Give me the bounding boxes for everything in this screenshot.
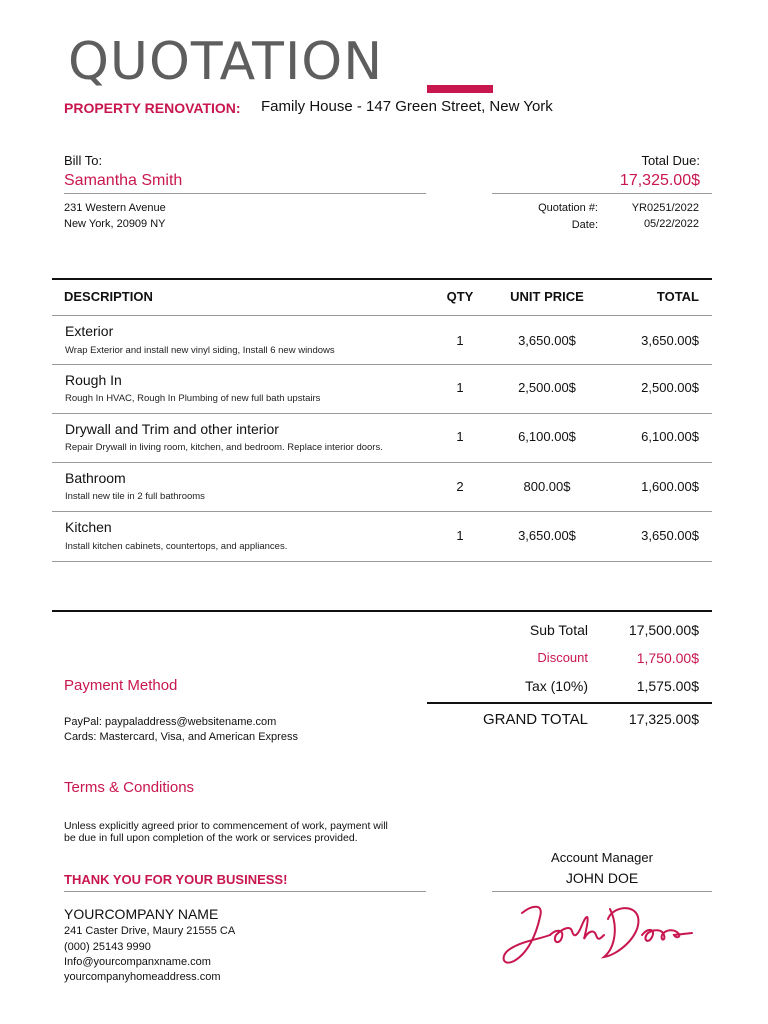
row-description: Wrap Exterior and install new vinyl siding, Install 6 new windows <box>65 345 335 356</box>
company-email: Info@yourcompanxname.com <box>64 956 211 968</box>
total-due-divider <box>492 193 712 194</box>
property-label: PROPERTY RENOVATION: <box>64 100 241 116</box>
payment-cards: Cards: Mastercard, Visa, and American Express <box>64 731 298 743</box>
quotation-number-label: Quotation #: <box>538 202 598 214</box>
account-manager-name: JOHN DOE <box>565 870 639 886</box>
account-manager-label: Account Manager <box>551 850 653 865</box>
subtotal-value: 17,500.00$ <box>628 622 699 638</box>
row-total: 6,100.00$ <box>641 429 699 444</box>
thank-you-message: THANK YOU FOR YOUR BUSINESS! <box>64 872 288 887</box>
property-value: Family House - 147 Green Street, New York <box>261 98 553 115</box>
title-accent-bar <box>427 85 493 93</box>
tax-label: Tax (10%) <box>524 678 588 694</box>
row-total: 3,650.00$ <box>641 528 699 543</box>
row-unit-price: 800.00$ <box>523 479 571 494</box>
table-row <box>0 365 768 414</box>
totals-top-rule <box>52 610 712 612</box>
tax-value: 1,575.00$ <box>636 678 699 694</box>
terms-line2: be due in full upon completion of the work or services provided. <box>64 832 358 844</box>
row-description: Install new tile in 2 full bathrooms <box>65 491 205 502</box>
row-unit-price: 2,500.00$ <box>518 380 576 395</box>
row-title: Exterior <box>65 323 114 339</box>
row-qty: 1 <box>456 333 464 348</box>
terms-line1: Unless explicitly agreed prior to commencement of work, payment will <box>64 820 388 832</box>
bill-to-divider <box>64 193 426 194</box>
company-address: 241 Caster Drive, Maury 21555 CA <box>64 925 236 937</box>
row-qty: 2 <box>456 479 464 494</box>
company-divider <box>64 891 426 892</box>
row-qty: 1 <box>456 380 464 395</box>
date-value: 05/22/2022 <box>643 218 699 230</box>
subtotal-label: Sub Total <box>529 622 588 638</box>
client-address-line1: 231 Western Avenue <box>64 202 166 214</box>
row-title: Kitchen <box>65 519 112 535</box>
column-header-unit-price: UNIT PRICE <box>510 289 584 304</box>
column-header-total: TOTAL <box>656 289 699 304</box>
discount-label: Discount <box>537 650 588 665</box>
table-row <box>0 414 768 463</box>
row-unit-price: 3,650.00$ <box>518 528 576 543</box>
row-title: Drywall and Trim and other interior <box>65 421 279 437</box>
payment-paypal: PayPal: paypaladdress@websitename.com <box>64 716 277 728</box>
row-title: Bathroom <box>65 470 126 486</box>
table-row <box>0 512 768 562</box>
terms-heading: Terms & Conditions <box>64 779 195 796</box>
company-phone: (000) 25143 9990 <box>64 941 151 953</box>
signature <box>492 895 712 975</box>
row-unit-price: 3,650.00$ <box>518 333 576 348</box>
row-qty: 1 <box>456 429 464 444</box>
bill-to-label: Bill To: <box>64 153 103 168</box>
grand-total-label: GRAND TOTAL <box>482 711 588 728</box>
grand-total-rule <box>427 702 712 704</box>
row-total: 1,600.00$ <box>641 479 699 494</box>
table-row <box>0 463 768 512</box>
total-due-label: Total Due: <box>641 153 700 168</box>
total-due-amount: 17,325.00$ <box>619 172 700 189</box>
client-name: Samantha Smith <box>64 172 183 189</box>
payment-method-heading: Payment Method <box>64 677 178 694</box>
quotation-number: YR0251/2022 <box>631 202 699 214</box>
column-header-description: DESCRIPTION <box>64 289 153 304</box>
table-top-rule <box>52 278 712 280</box>
row-total: 3,650.00$ <box>641 333 699 348</box>
discount-value: 1,750.00$ <box>636 650 699 666</box>
column-header-qty: QTY <box>446 289 474 304</box>
row-divider <box>52 561 712 562</box>
company-name: YOURCOMPANY NAME <box>64 906 219 922</box>
row-description: Rough In HVAC, Rough In Plumbing of new full bath upstairs <box>65 393 321 404</box>
client-address-line2: New York, 20909 NY <box>64 218 166 230</box>
row-title: Rough In <box>65 372 122 388</box>
document-title: QUOTATION <box>68 32 384 92</box>
date-label: Date: <box>571 219 598 231</box>
row-description: Install kitchen cabinets, countertops, and appliances. <box>65 541 288 552</box>
signature-image <box>492 895 712 975</box>
signature-divider <box>492 891 712 892</box>
row-qty: 1 <box>456 528 464 543</box>
row-description: Repair Drywall in living room, kitchen, and bedroom. Replace interior doors. <box>65 442 383 453</box>
row-total: 2,500.00$ <box>641 380 699 395</box>
company-website: yourcompanyhomeaddress.com <box>64 971 221 983</box>
grand-total-value: 17,325.00$ <box>628 711 699 727</box>
table-row <box>0 316 768 365</box>
row-unit-price: 6,100.00$ <box>518 429 576 444</box>
